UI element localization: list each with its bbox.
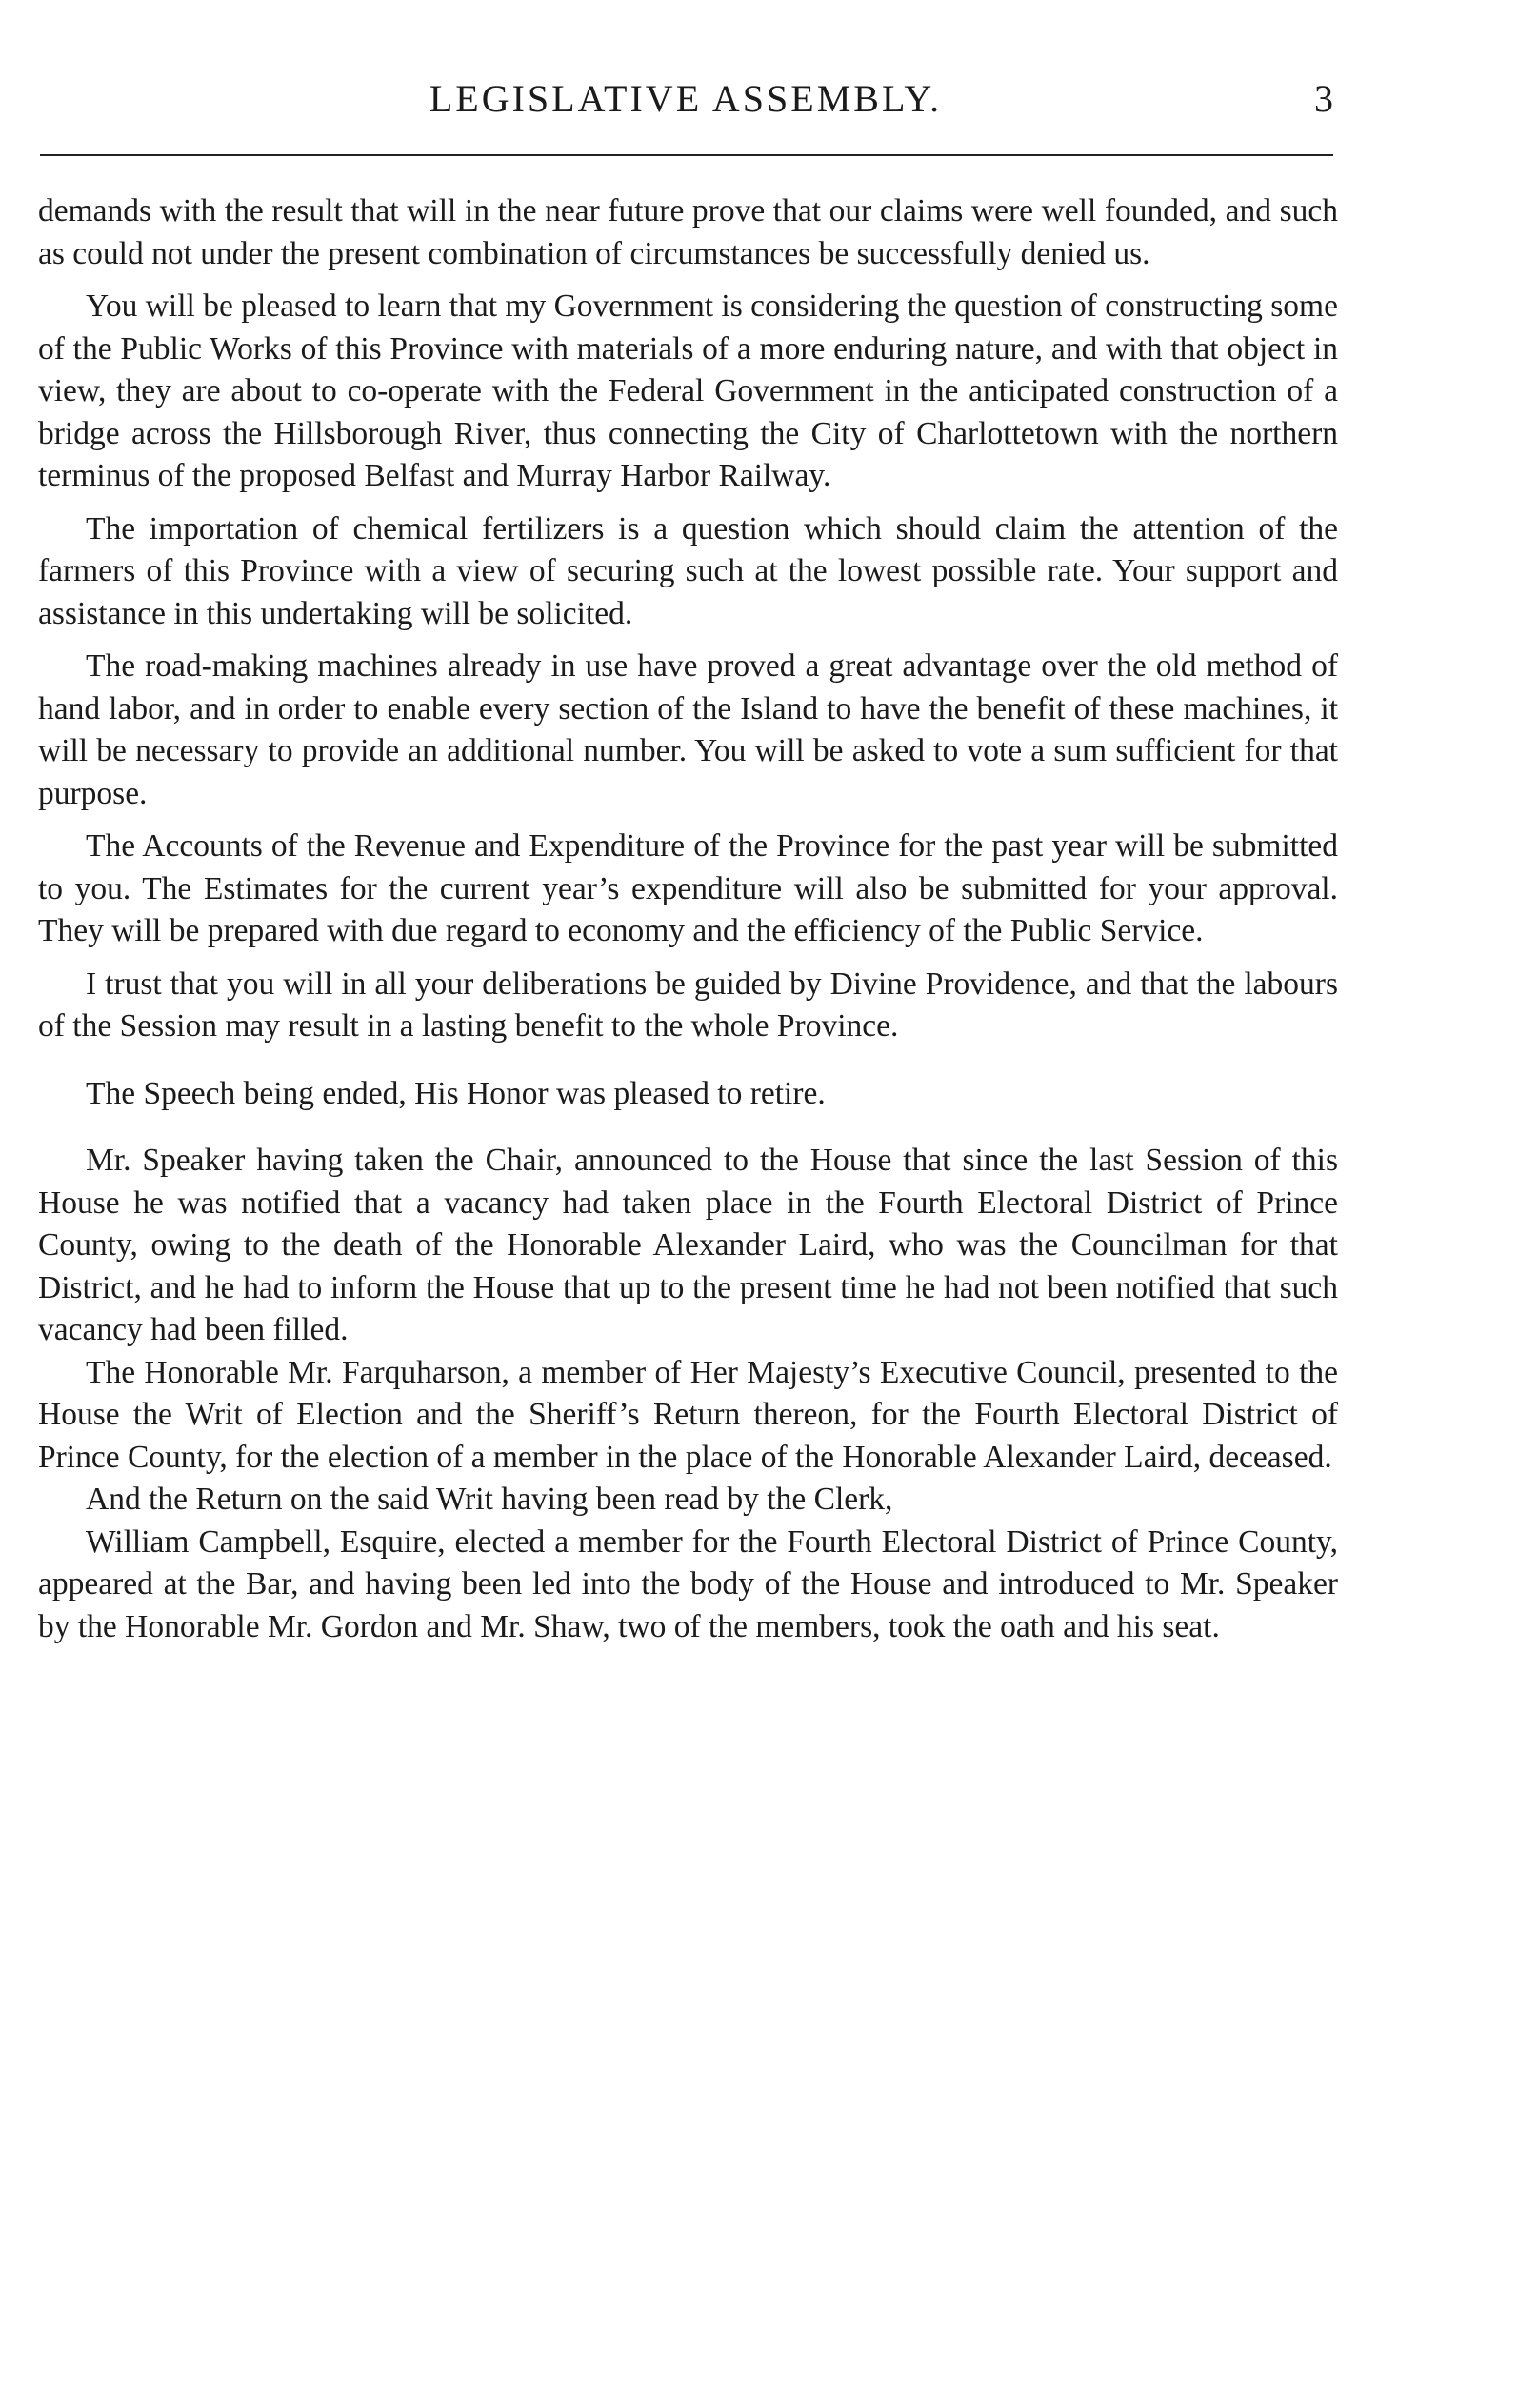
paragraph-public-works: You will be pleased to learn that my Government is considering the question of constructing some of the Public Works of this Province with materials of a more enduring nature, and with that object in view, they are about to co-operate with the Federal Government in the anticipated construction of a bridge across the Hillsborough River, thus connecting the City of Charlottetown with the northern terminus of the proposed Belfast and Murray Harbor Railway. [38,289,1338,493]
header-rule [40,154,1333,156]
header-title: LEGISLATIVE ASSEMBLY. [429,77,943,120]
running-header [38,76,1333,133]
paragraph-return-read: And the Return on the said Writ having been read by the Clerk, [86,1482,893,1517]
paragraph-speech-ended: The Speech being ended, His Honor was pleased to retire. [86,1075,826,1111]
paragraph-fertilizers: The importation of chemical fertilizers is a question which should claim the attention of the farmers of this Province with a view of securing such at the lowest possible rate. Your support and assistance in this undertaking will be solicited. [38,510,1338,631]
page-number: 3 [1314,77,1333,120]
paragraph-speaker-announcement: Mr. Speaker having taken the Chair, announced to the House that since the last Session of this House he was notified that a vacancy had taken place in the Fourth Electoral District of Prince County, owing to the death of the Honorable Alexander Laird, who was the Councilman for that District, and he had to inform the House that up to the present time he had not been notified that such vacancy had been filled. [38,1143,1338,1347]
paragraph-accounts: The Accounts of the Revenue and Expenditure of the Province for the past year will be submitted to you. The Estimates for the current year’s expenditure will also be submitted for your approval. They will be prepared with due regard to economy and the efficiency of the Public Service. [38,828,1338,948]
paragraph-road-machines: The road-making machines already in use have proved a great advantage over the old method of hand labor, and in order to enable every section of the Island to have the benefit of these machines, it will be necessary to provide an additional number. You will be asked to vote a sum sufficient for that purpose. [38,648,1338,811]
paragraph-divine-providence: I trust that you will in all your deliberations be guided by Divine Providence, and that the labours of the Session may result in a lasting benefit to the whole Province. [38,965,1338,1044]
paragraph-oath-taken: William Campbell, Esquire, elected a member for the Fourth Electoral District of Prince County, appeared at the Bar, and having been led into the body of the House and introduced to Mr. Speaker by the Honorable Mr. Gordon and Mr. Shaw, two of the members, took the oath and his seat. [38,1523,1338,1644]
paragraph-continued: demands with the result that will in the near future prove that our claims were well founded, and such as could not under the present combination of circumstances be successfully denied us. [38,193,1338,271]
body-text [38,190,1338,1648]
paragraph-writ-presented: The Honorable Mr. Farquharson, a member of Her Majesty’s Executive Council, presented to the House the Writ of Election and the Sheriff’s Return thereon, for the Fourth Electoral District of Prince County, for the election of a member in the place of the Honorable Alexander Laird, deceased. [38,1354,1338,1475]
